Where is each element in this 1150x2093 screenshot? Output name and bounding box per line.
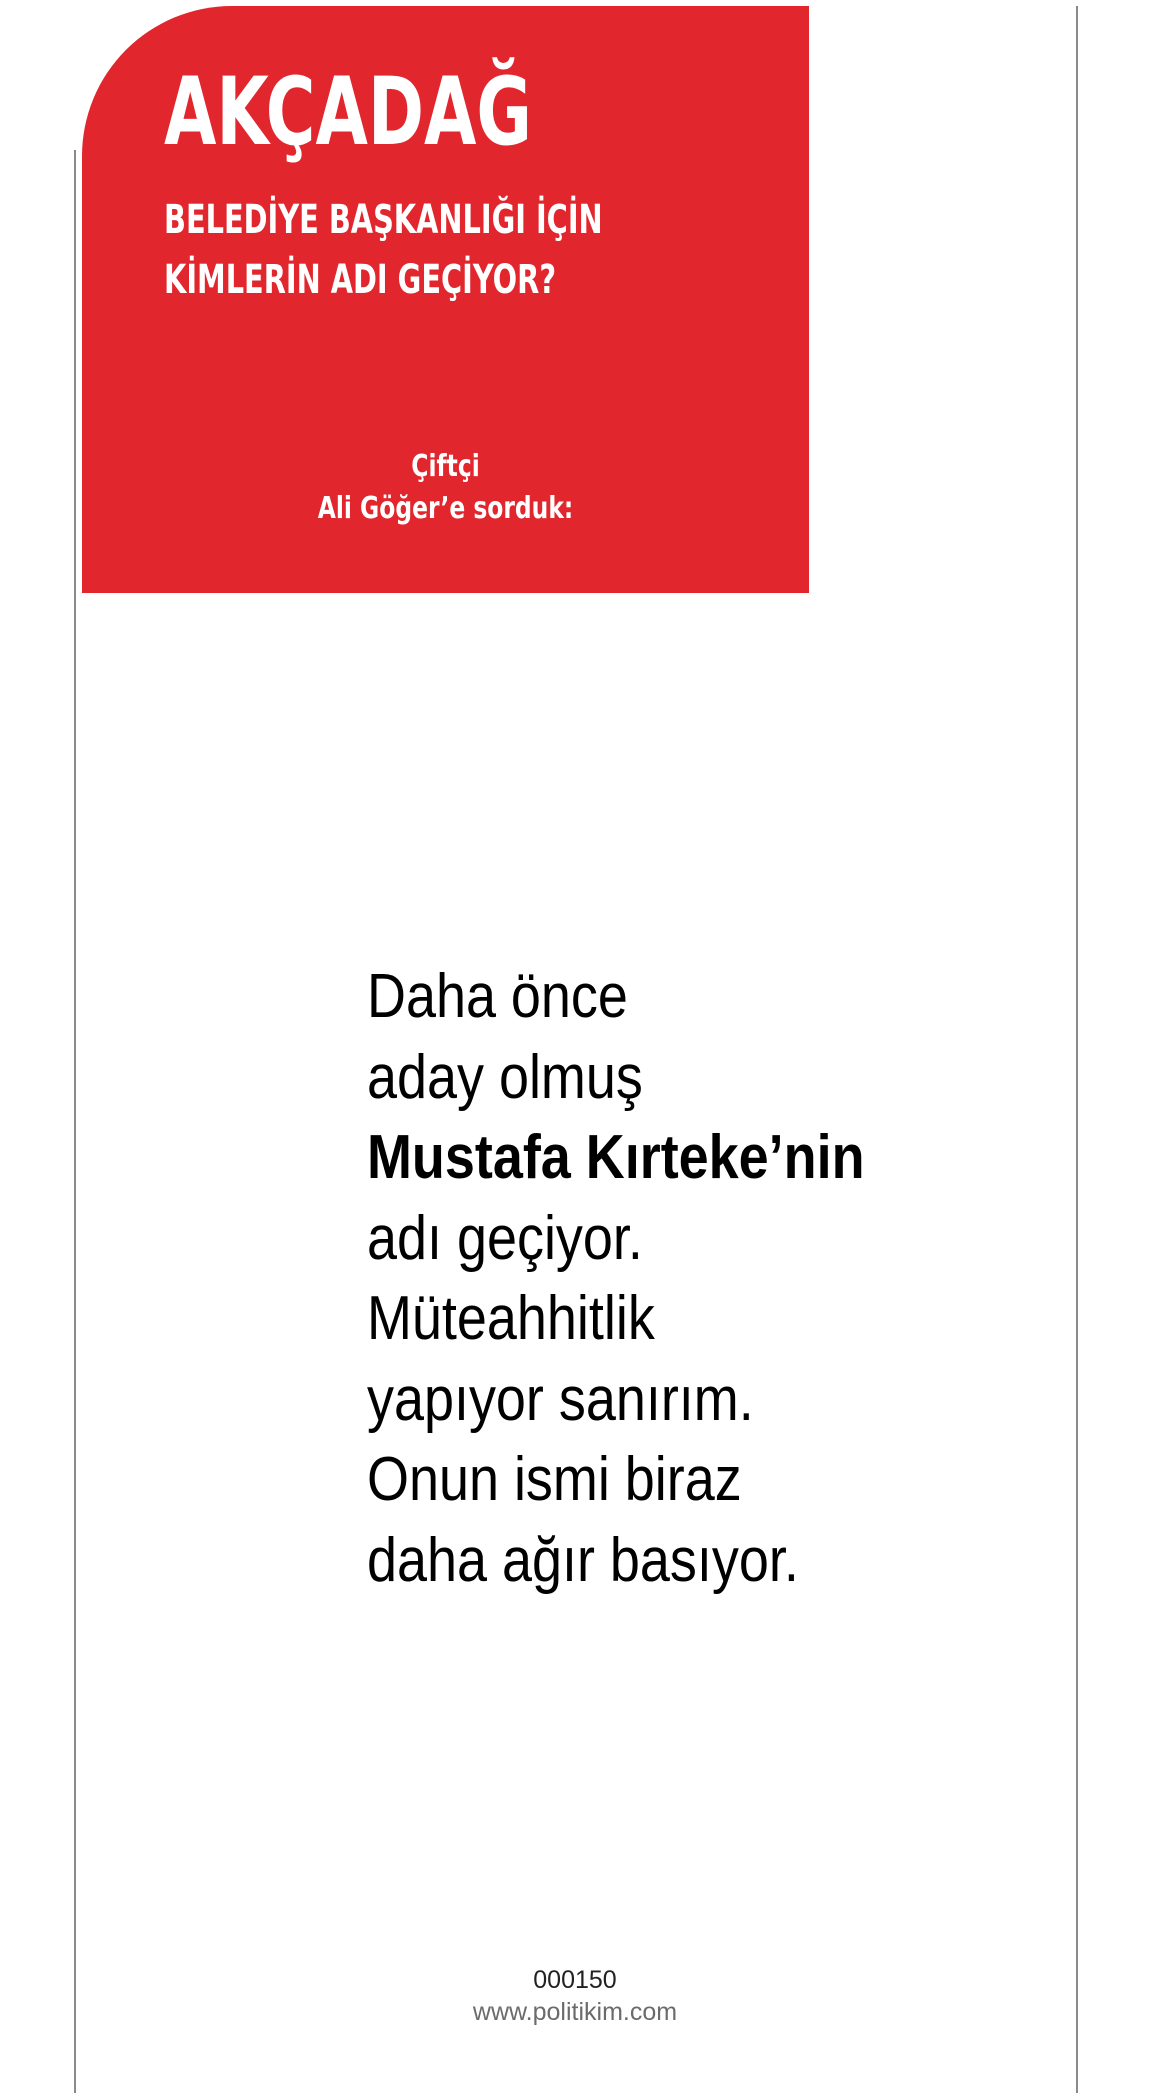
quote-line: Müteahhitlik [367,1284,655,1353]
quote-line: daha ağır basıyor. [367,1525,799,1595]
document-code: 000150 [533,1966,617,1994]
quote-line: Daha önce [367,962,628,1031]
page-title: AKÇADAĞ [164,58,532,167]
quote-line: adı geçiyor. [367,1203,643,1273]
interviewee-occupation: Çiftçi [411,449,480,484]
left-border-line [74,150,76,2093]
subtitle-line: BELEDİYE BAŞKANLIĞI İÇİN [164,197,603,243]
subtitle-line: KİMLERİN ADI GEÇİYOR? [164,257,557,303]
page-subtitle [164,190,603,310]
quote-line: aday olmuş [367,1042,643,1112]
interviewee-name: Ali Göğer’e sorduk: [317,491,574,526]
quote-line: Onun ismi biraz [367,1445,742,1514]
right-border-line [1076,6,1078,2093]
quote-highlight-name: Mustafa Kırteke’nin [367,1123,865,1192]
website-url: www.politikim.com [472,1998,678,2026]
quote-line: yapıyor sanırım. [367,1364,754,1434]
interviewee-intro [82,446,809,530]
quote-text [367,957,939,1601]
